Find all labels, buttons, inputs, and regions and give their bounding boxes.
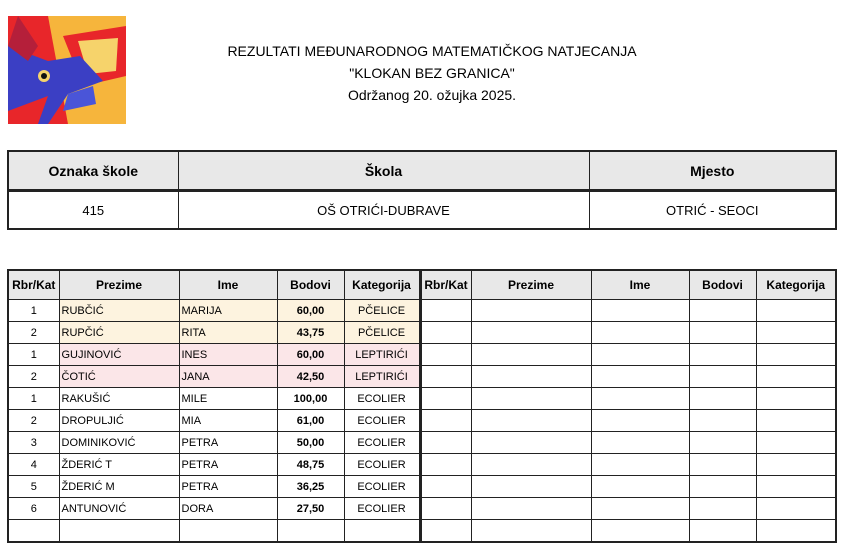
cell-rank: 3 — [8, 432, 59, 454]
empty-cell — [420, 476, 471, 498]
empty-cell — [756, 366, 836, 388]
cell-name: PETRA — [179, 476, 277, 498]
header-date: Održanog 20. ožujka 2025. — [347, 87, 517, 103]
cell-surname: RAKUŠIĆ — [59, 388, 179, 410]
empty-cell — [591, 520, 689, 543]
col-rank: Rbr/Kat — [8, 270, 59, 300]
cell-category: PČELICE — [344, 322, 420, 344]
empty-cell — [591, 322, 689, 344]
empty-cell — [471, 344, 591, 366]
cell-points: 43,75 — [277, 322, 344, 344]
table-row — [8, 300, 836, 322]
cell-surname: RUBČIĆ — [59, 300, 179, 322]
cell-name — [179, 520, 277, 543]
empty-cell — [420, 366, 471, 388]
cell-name: JANA — [179, 366, 277, 388]
empty-cell — [756, 476, 836, 498]
empty-cell — [689, 432, 756, 454]
empty-cell — [591, 344, 689, 366]
empty-cell — [420, 498, 471, 520]
table-row — [8, 476, 836, 498]
cell-points — [277, 520, 344, 543]
cell-surname: ANTUNOVIĆ — [59, 498, 179, 520]
cell-surname: RUPČIĆ — [59, 322, 179, 344]
empty-cell — [591, 388, 689, 410]
cell-points: 60,00 — [277, 344, 344, 366]
col-category-2: Kategorija — [756, 270, 836, 300]
empty-cell — [420, 454, 471, 476]
empty-cell — [689, 454, 756, 476]
cell-name: DORA — [179, 498, 277, 520]
empty-cell — [756, 344, 836, 366]
empty-cell — [689, 388, 756, 410]
empty-cell — [420, 410, 471, 432]
cell-rank: 2 — [8, 410, 59, 432]
header-title: REZULTATI MEĐUNARODNOG MATEMATIČKOG NATJECANJA — [227, 43, 637, 59]
school-code-header: Oznaka škole — [8, 151, 178, 191]
table-row — [8, 498, 836, 520]
col-surname: Prezime — [59, 270, 179, 300]
empty-cell — [420, 322, 471, 344]
empty-cell — [591, 476, 689, 498]
empty-cell — [471, 432, 591, 454]
cell-surname: ČOTIĆ — [59, 366, 179, 388]
table-row — [8, 410, 836, 432]
empty-cell — [471, 300, 591, 322]
empty-cell — [689, 344, 756, 366]
table-row — [8, 322, 836, 344]
cell-category: ECOLIER — [344, 432, 420, 454]
col-name-2: Ime — [591, 270, 689, 300]
col-points-2: Bodovi — [689, 270, 756, 300]
table-row — [8, 454, 836, 476]
empty-cell — [420, 432, 471, 454]
empty-cell — [689, 322, 756, 344]
cell-category: LEPTIRIĆI — [344, 366, 420, 388]
empty-cell — [471, 410, 591, 432]
empty-cell — [471, 498, 591, 520]
empty-cell — [756, 322, 836, 344]
kangaroo-logo — [8, 16, 126, 124]
school-info-table — [7, 150, 837, 230]
cell-rank: 5 — [8, 476, 59, 498]
empty-cell — [689, 520, 756, 543]
header-competition: "KLOKAN BEZ GRANICA" — [349, 65, 515, 81]
empty-cell — [420, 388, 471, 410]
col-name: Ime — [179, 270, 277, 300]
school-name-header: Škola — [178, 151, 589, 191]
school-place: OTRIĆ - SEOCI — [589, 191, 836, 230]
cell-points: 27,50 — [277, 498, 344, 520]
cell-surname — [59, 520, 179, 543]
empty-cell — [471, 388, 591, 410]
col-points: Bodovi — [277, 270, 344, 300]
empty-cell — [420, 344, 471, 366]
cell-category: ECOLIER — [344, 388, 420, 410]
cell-points: 100,00 — [277, 388, 344, 410]
empty-cell — [471, 476, 591, 498]
cell-rank: 4 — [8, 454, 59, 476]
cell-name: MARIJA — [179, 300, 277, 322]
cell-category: LEPTIRIĆI — [344, 344, 420, 366]
cell-surname: ŽDERIĆ M — [59, 476, 179, 498]
cell-name: PETRA — [179, 432, 277, 454]
cell-surname: GUJINOVIĆ — [59, 344, 179, 366]
empty-cell — [689, 476, 756, 498]
cell-category: ECOLIER — [344, 410, 420, 432]
cell-name: MIA — [179, 410, 277, 432]
empty-cell — [689, 498, 756, 520]
cell-name: PETRA — [179, 454, 277, 476]
empty-cell — [591, 366, 689, 388]
cell-rank: 1 — [8, 388, 59, 410]
empty-cell — [756, 498, 836, 520]
school-name: OŠ OTRIĆI-DUBRAVE — [178, 191, 589, 230]
table-row — [8, 432, 836, 454]
empty-cell — [756, 520, 836, 543]
cell-name: MILE — [179, 388, 277, 410]
cell-rank: 2 — [8, 366, 59, 388]
empty-cell — [591, 498, 689, 520]
cell-points: 60,00 — [277, 300, 344, 322]
table-row — [8, 520, 836, 543]
cell-rank: 6 — [8, 498, 59, 520]
cell-category: ECOLIER — [344, 454, 420, 476]
empty-cell — [689, 366, 756, 388]
col-category: Kategorija — [344, 270, 420, 300]
cell-name: INES — [179, 344, 277, 366]
empty-cell — [420, 520, 471, 543]
cell-surname: DROPULJIĆ — [59, 410, 179, 432]
empty-cell — [756, 432, 836, 454]
col-rank-2: Rbr/Kat — [420, 270, 471, 300]
cell-rank — [8, 520, 59, 543]
empty-cell — [591, 300, 689, 322]
empty-cell — [471, 322, 591, 344]
school-place-header: Mjesto — [589, 151, 836, 191]
empty-cell — [471, 454, 591, 476]
col-surname-2: Prezime — [471, 270, 591, 300]
cell-points: 42,50 — [277, 366, 344, 388]
cell-rank: 1 — [8, 300, 59, 322]
empty-cell — [689, 410, 756, 432]
table-row — [8, 344, 836, 366]
cell-points: 61,00 — [277, 410, 344, 432]
empty-cell — [471, 366, 591, 388]
empty-cell — [471, 520, 591, 543]
cell-category — [344, 520, 420, 543]
cell-points: 48,75 — [277, 454, 344, 476]
empty-cell — [756, 410, 836, 432]
results-table — [7, 269, 837, 543]
cell-points: 36,25 — [277, 476, 344, 498]
cell-name: RITA — [179, 322, 277, 344]
cell-category: ECOLIER — [344, 476, 420, 498]
cell-surname: DOMINIKOVIĆ — [59, 432, 179, 454]
table-row — [8, 366, 836, 388]
report-header — [160, 40, 704, 106]
empty-cell — [591, 432, 689, 454]
empty-cell — [591, 454, 689, 476]
empty-cell — [756, 454, 836, 476]
table-row — [8, 388, 836, 410]
empty-cell — [591, 410, 689, 432]
empty-cell — [756, 388, 836, 410]
school-code: 415 — [8, 191, 178, 230]
cell-points: 50,00 — [277, 432, 344, 454]
empty-cell — [756, 300, 836, 322]
cell-category: ECOLIER — [344, 498, 420, 520]
cell-rank: 1 — [8, 344, 59, 366]
cell-category: PČELICE — [344, 300, 420, 322]
empty-cell — [420, 300, 471, 322]
cell-surname: ŽDERIĆ T — [59, 454, 179, 476]
cell-rank: 2 — [8, 322, 59, 344]
empty-cell — [689, 300, 756, 322]
results-header-row — [8, 270, 836, 300]
